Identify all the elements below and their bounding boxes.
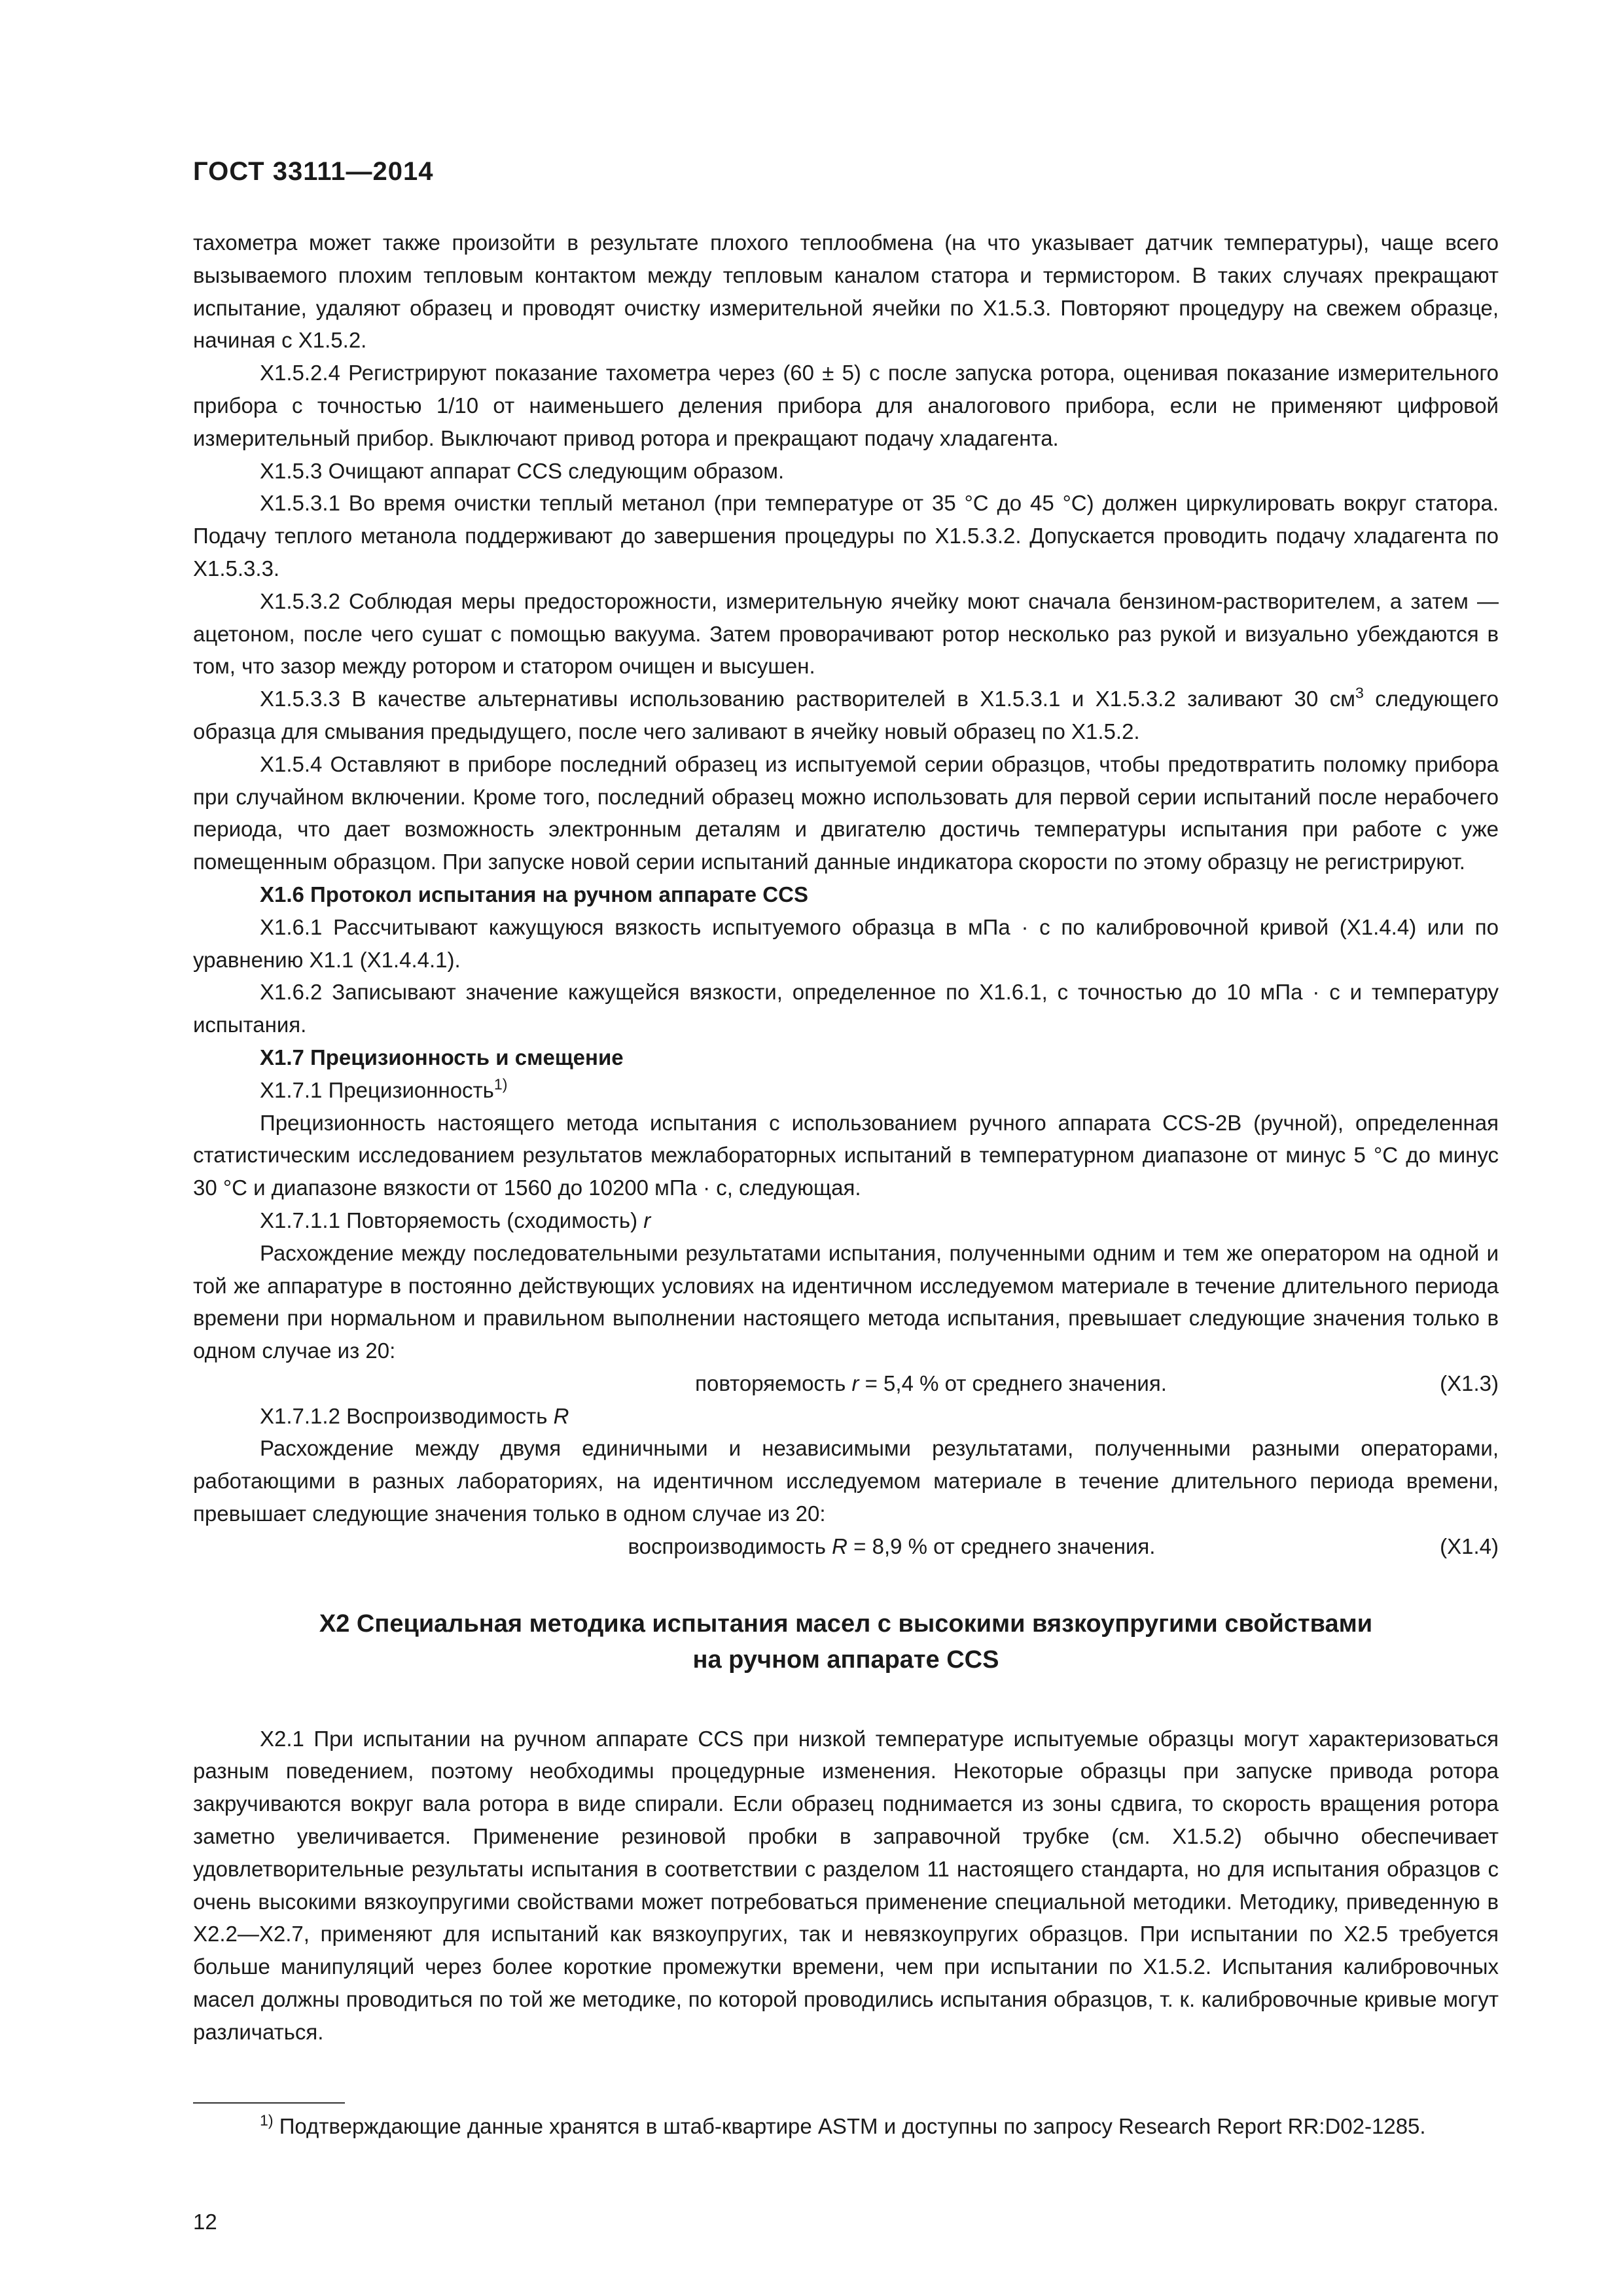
paragraph-repeatability-description: Расхождение между последовательными результатами испытания, полученными одним и тем же оператором на одной и той же аппаратуре в постоянно действующих условиях на идентичном исследуемом материале в течение длительного периода времени при нормальном и правильном выполнении настоящего метода испытания, превышает следующие значения только в одном случае из 20: [193,1240,1499,1363]
formula-x1-4 [193,1530,1499,1563]
footnote-marker: 1) [260,2111,274,2129]
paragraph-x1-5-3-3-text-end: следующего образца для смывания предыдущего, после чего заливают в ячейку новый образец по Х1.5.2. [193,687,1499,744]
footnote-body [193,2110,1499,2143]
paragraph-x1-7-1-text: Х1.7.1 Прецизионность [260,1077,494,1102]
footnote-reference: 1) [493,1075,508,1093]
paragraph-x1-5-3: Х1.5.3 Очищают аппарат CCS следующим образом. [260,458,785,483]
formula-x1-3-label: повторяемость [695,1371,852,1395]
paragraph-x1-6-1: Х1.6.1 Рассчитывают кажущуюся вязкость испытуемого образца в мПа · с по калибровочной кривой (Х1.4.4) или по уравнению Х1.1 (Х1.4.4.1). [193,914,1499,972]
formula-x1-3-symbol: r [851,1371,859,1395]
formula-x1-3-value: = 5,4 % от среднего значения. [859,1371,1167,1395]
paragraph-x1-5-3-3-text-start: Х1.5.3.3 В качестве альтернативы использованию растворителей в Х1.5.3.1 и Х1.5.3.2 заливают 30 см [260,687,1355,711]
paragraph-x1-5-4: Х1.5.4 Оставляют в приборе последний образец из испытуемой серии образцов, чтобы предотвратить поломку прибора при случайном включении. Кроме того, последний образец можно использовать для первой серии испытаний после нерабочего периода, что дает возможность электронным деталям и двигателю достичь температуры испытания при работе с уже помещенным образцом. При запуске новой серии испытаний данные индикатора скорости по этому образцу не регистрируют. [193,751,1499,874]
paragraph-precision-description: Прецизионность настоящего метода испытания с использованием ручного аппарата CCS-2B (ручной), определенная статистическим исследованием результатов межлабораторных испытаний в температурном диапазоне от минус 5 °С до минус 30 °С и диапазоне вязкости от 1560 до 10200 мПа · с, следующая. [193,1110,1499,1200]
paragraph-x1-6-2: Х1.6.2 Записывают значение кажущейся вязкости, определенное по Х1.6.1, с точностью до 10 мПа · с и температуру испытания. [193,980,1499,1037]
footnote-divider [193,2102,345,2104]
paragraph-x1-7-1 [193,1074,1499,1107]
page-number: 12 [193,2210,217,2234]
paragraph-x1-5-3-3 [193,683,1499,748]
paragraph-reproducibility-description: Расхождение между двумя единичными и независимыми результатами, полученными разными операторами, работающими в разных лабораториях, на идентичном исследуемом материале в течение длительного периода времени, превышает следующие значения только в одном случае из 20: [193,1436,1499,1526]
section-heading-x2 [193,1606,1499,1678]
paragraph-x1-5-3-2: Х1.5.3.2 Соблюдая меры предосторожности, измерительную ячейку моют сначала бензином-растворителем, а затем — ацетоном, после чего сушат с помощью вакуума. Затем проворачивают ротор несколько раз рукой и визуально убеждаются в том, что зазор между ротором и статором очищен и высушен. [193,588,1499,679]
reproducibility-heading-text: Х1.7.1.2 Воспроизводимость [260,1403,554,1428]
subsection-heading-x1-7: Х1.7 Прецизионность и смещение [260,1045,624,1069]
paragraph-x1-5-2-4: Х1.5.2.4 Регистрируют показание тахометра через (60 ± 5) с после запуска ротора, оценивая показание измерительного прибора с точностью 1/10 от наименьшего деления прибора для аналогового прибора, если не применяют цифровой измерительный прибор. Выключают привод ротора и прекращают подачу хладагента. [193,361,1499,450]
paragraph-x1-7-1-2 [193,1400,1499,1433]
footnote [193,2110,1499,2143]
body-text [193,226,1499,2049]
paragraph-continuation: тахометра может также произойти в результате плохого теплообмена (на что указывает датчик температуры), чаще всего вызываемого плохим тепловым контактом между тепловым каналом статора и термистором. В таких случаях прекращают испытание, удаляют образец и проводят очистку измерительной ячейки по Х1.5.3. Повторяют процедуру на свежем образце, начиная с Х1.5.2. [193,230,1499,353]
paragraph-x1-5-3-1: Х1.5.3.1 Во время очистки теплый метанол (при температуре от 35 °С до 45 °С) должен циркулировать вокруг статора. Подачу теплого метанола поддерживают до завершения процедуры по Х1.5.3.2. Допускается проводить подачу хладагента по Х1.5.3.3. [193,491,1499,581]
cubic-superscript: 3 [1355,684,1364,702]
footnote-text: Подтверждающие данные хранятся в штаб-квартире ASTM и доступны по запросу Research Report RR:D02-1285. [273,2114,1426,2138]
formula-x1-3-expression [695,1371,1167,1395]
formula-x1-4-number: (Х1.4) [1440,1534,1499,1558]
subsection-heading-x1-6: Х1.6 Протокол испытания на ручном аппарате CCS [260,882,808,906]
repeatability-symbol: r [643,1208,651,1232]
section-heading-line-1: Х2 Специальная методика испытания масел с высокими вязкоупругими свойствами [319,1609,1373,1638]
paragraph-x2-1: Х2.1 При испытании на ручном аппарате CCS при низкой температуре испытуемые образцы могут характеризоваться разным поведением, поэтому необходимы процедурные изменения. Некоторые образцы при запуске привода ротора закручиваются вокруг вала ротора в виде спирали. Если образец поднимается из зоны сдвига, то скорость вращения ротора заметно увеличивается. Применение резиновой пробки в заправочной трубке (см. Х1.5.2) обычно обеспечивает удовлетворительные результаты испытания в соответствии с разделом 11 настоящего стандарта, но для испытания образцов с очень высокими вязкоупругими свойствами может потребоваться применение специальной методики. Методику, приведенную в Х2.2—Х2.7, применяют для испытаний как вязкоупругих, так и невязкоупругих образцов. При испытании по Х2.5 требуется больше манипуляций через более короткие промежутки времени, чем при испытании по Х1.5.2. Испытания калибровочных масел должны проводиться по той же методике, по которой проводились испытания образцов, т. к. калибровочные кривые могут различаться. [193,1726,1499,2044]
formula-x1-3 [193,1367,1499,1400]
formula-x1-4-expression [628,1534,1156,1558]
repeatability-heading-text: Х1.7.1.1 Повторяемость (сходимость) [260,1208,644,1232]
formula-x1-4-symbol: R [832,1534,848,1558]
paragraph-x1-7-1-1 [193,1204,1499,1237]
reproducibility-symbol: R [553,1403,569,1428]
formula-x1-4-label: воспроизводимость [628,1534,832,1558]
formula-x1-3-number: (Х1.3) [1440,1371,1499,1395]
section-heading-line-2: на ручном аппарате CCS [692,1645,999,1674]
document-header: ГОСТ 33111—2014 [193,157,434,186]
formula-x1-4-value: = 8,9 % от среднего значения. [847,1534,1156,1558]
